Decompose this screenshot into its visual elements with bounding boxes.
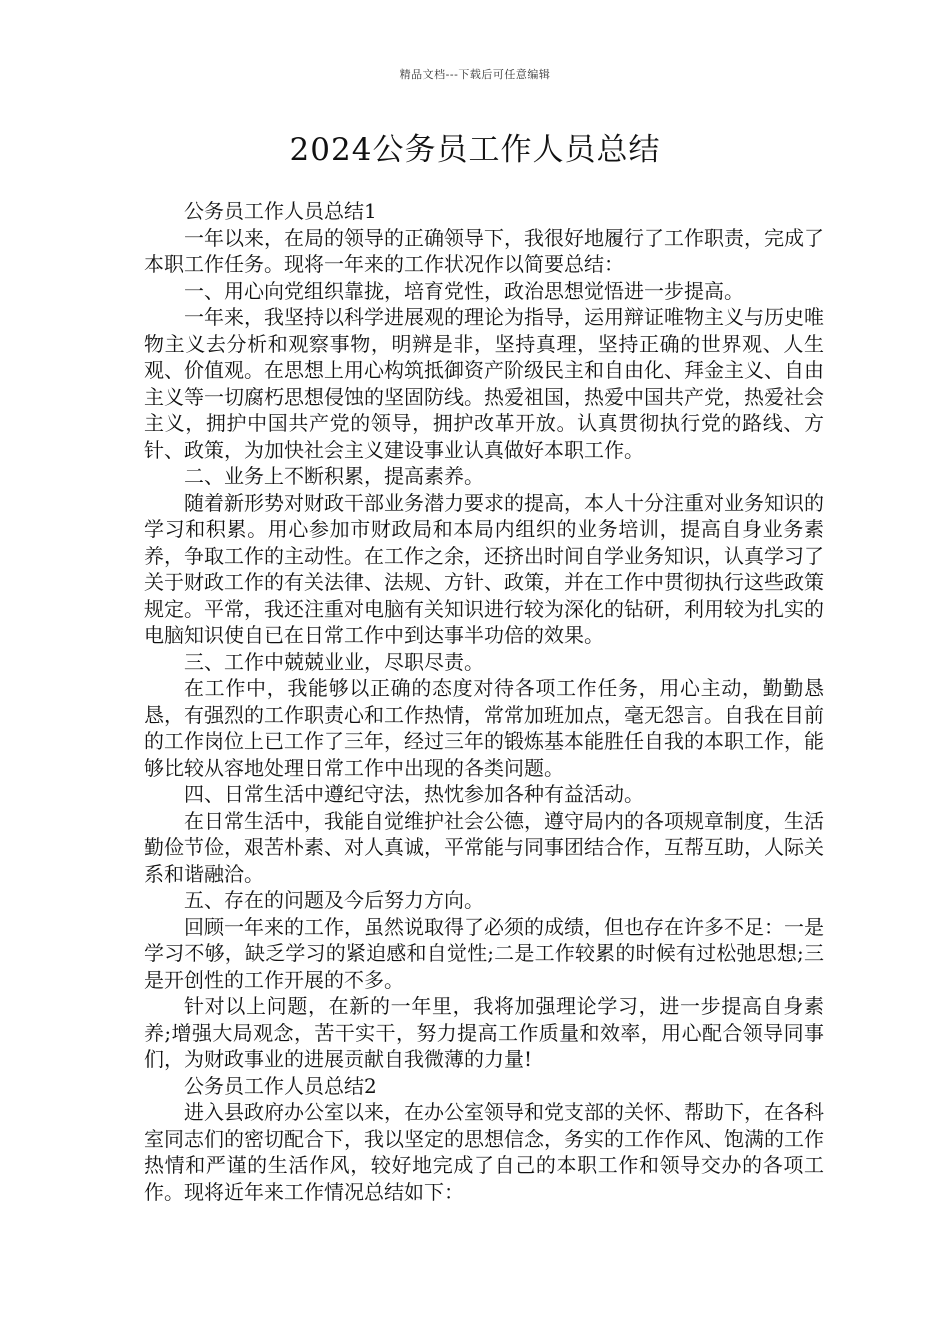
subheading: 三、工作中兢兢业业，尽职尽责。 [184,649,484,674]
document-body [144,198,824,1205]
subheading: 一、用心向党组织靠拢，培育党性，政治思想觉悟进一步提高。 [184,278,744,303]
paragraph: 在日常生活中，我能自觉维护社会公德，遵守局内的各项规章制度，生活勤俭节俭，艰苦朴素、对人真诚，平常能与同事团结合作，互帮互助，人际关系和谐融洽。 [144,808,824,886]
paragraph: 一年来，我坚持以科学进展观的理论为指导，运用辩证唯物主义与历史唯物主义去分析和观察事物，明辨是非，坚持真理，坚持正确的世界观、人生观、价值观。在思想上用心构筑抵御资产阶级民主和自由化、拜金主义、自由主义等一切腐朽思想侵蚀的坚固防线。热爱祖国，热爱中国共产党，热爱社会主义，拥护中国共产党的领导，拥护改革开放。认真贯彻执行党的路线、方针、政策，为加快社会主义建设事业认真做好本职工作。 [144,305,824,462]
paragraph: 在工作中，我能够以正确的态度对待各项工作任务，用心主动，勤勤恳恳，有强烈的工作职责心和工作热情，常常加班加点，毫无怨言。自我在目前的工作岗位上已工作了三年，经过三年的锻炼基本能胜任自我的本职工作，能够比较从容地处理日常工作中出现的各类问题。 [144,676,824,780]
subheading: 四、日常生活中遵纪守法，热忱参加各种有益活动。 [184,782,644,806]
paragraph: 回顾一年来的工作，虽然说取得了必须的成绩，但也存在许多不足：一是学习不够，缺乏学习的紧迫感和自觉性;二是工作较累的时候有过松弛思想;三是开创性的工作开展的不多。 [144,914,824,992]
subheading: 二、业务上不断积累，提高素养。 [184,464,484,488]
subheading: 五、存在的问题及今后努力方向。 [184,888,484,912]
paragraph: 一年以来，在局的领导的正确领导下，我很好地履行了工作职责，完成了本职工作任务。现将一年来的工作状况作以简要总结： [144,225,824,276]
section-heading-1: 公务员工作人员总结1 [184,199,377,223]
section-heading-2: 公务员工作人员总结2 [184,1073,377,1098]
document-title: 2024公务员工作人员总结 [289,132,661,168]
paragraph: 进入县政府办公室以来，在办公室领导和党支部的关怀、帮助下，在各科室同志们的密切配合下，我以坚定的思想信念，务实的工作作风、饱满的工作热情和严谨的生活作风，较好地完成了自己的本职工作和领导交办的各项工作。现将近年来工作情况总结如下： [144,1100,824,1204]
header-note: 精品文档---下载后可任意编辑 [399,68,551,81]
paragraph: 针对以上问题，在新的一年里，我将加强理论学习，进一步提高自身素养;增强大局观念，苦干实干，努力提高工作质量和效率，用心配合领导同事们，为财政事业的进展贡献自我微薄的力量! [144,994,824,1071]
paragraph: 随着新形势对财政干部业务潜力要求的提高，本人十分注重对业务知识的学习和积累。用心参加市财政局和本局内组织的业务培训，提高自身业务素养，争取工作的主动性。在工作之余，还挤出时间自学业务知识，认真学习了关于财政工作的有关法律、法规、方针、政策，并在工作中贯彻执行这些政策规定。平常，我还注重对电脑有关知识进行较为深化的钻研，利用较为扎实的电脑知识使自已在日常工作中到达事半功倍的效果。 [144,490,824,647]
